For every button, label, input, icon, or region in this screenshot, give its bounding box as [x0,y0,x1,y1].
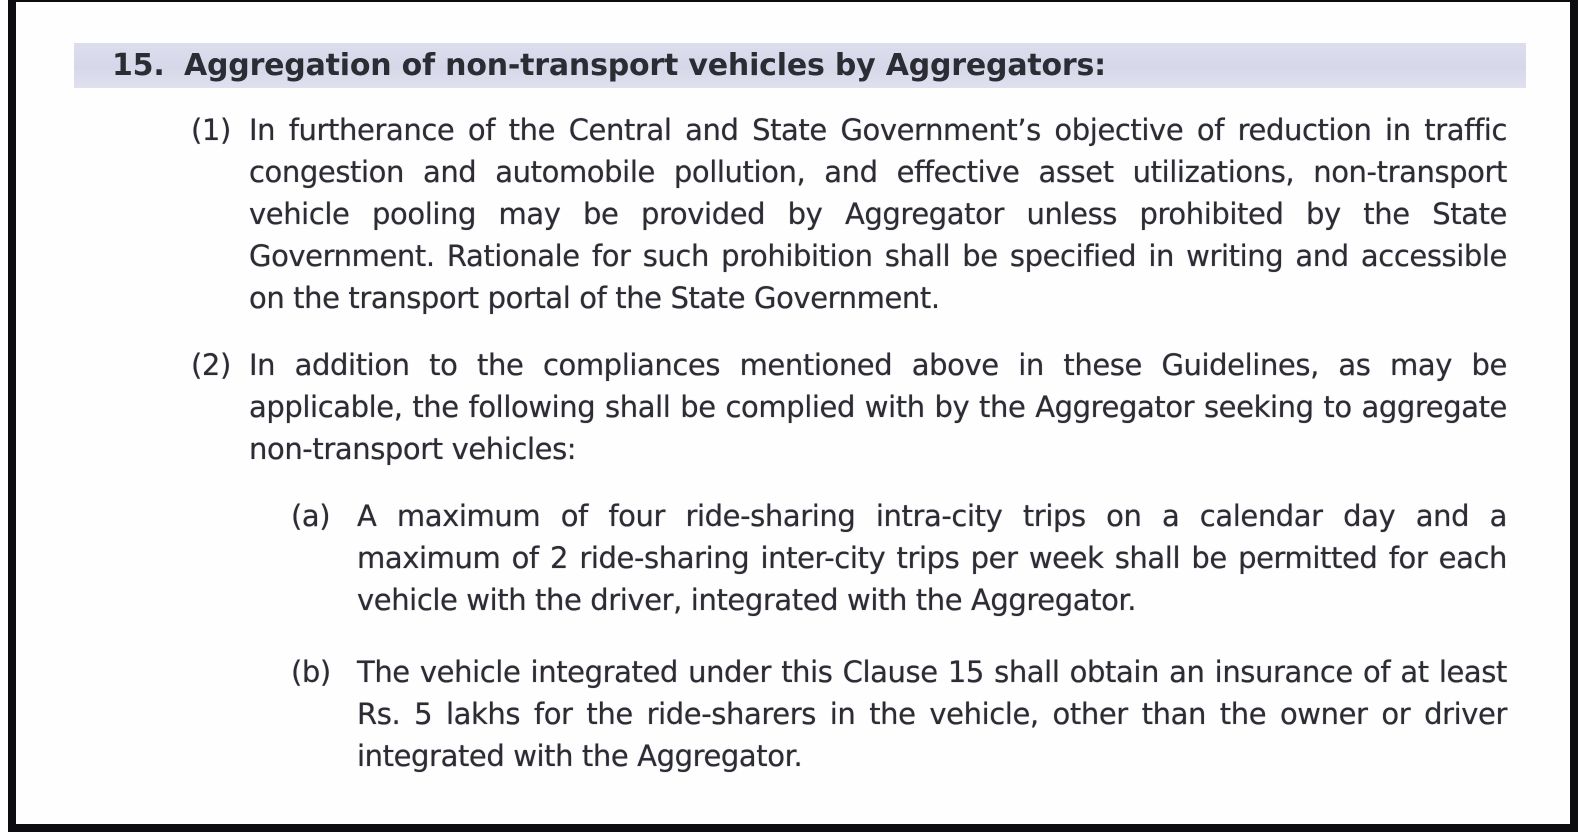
subclause-b-marker: (b) [291,655,331,689]
subclause-a-text: A maximum of four ride-sharing intra-city trips on a calendar day and a maximum of 2 ride-sharing inter-city trips per week shall be permitted for each vehicle with the driver, integrated with the Aggregator. [357,499,1507,617]
paragraph-1-marker: (1) [191,113,231,147]
subclause-a [291,495,1507,621]
subclause-b-text: The vehicle integrated under this Clause 15 shall obtain an insurance of at least Rs. 5 lakhs for the ride-sharers in the vehicle, other than the owner or driver integrated with the Aggregator. [357,655,1507,773]
paragraph-2 [191,344,1507,470]
document-border-frame [8,0,1578,832]
clause-title: Aggregation of non-transport vehicles by Aggregators: [184,48,1106,83]
paragraph-2-text: In addition to the compliances mentioned above in these Guidelines, as may be applicable, the following shall be complied with by the Aggregator seeking to aggregate non-transport vehicles: [249,348,1507,466]
paragraph-2-marker: (2) [191,348,231,382]
clause-heading [74,43,1526,88]
subclause-b [291,651,1507,777]
paragraph-1-text: In furtherance of the Central and State Government’s objective of reduction in traffic congestion and automobile pollution, and effective asset utilizations, non-transport vehicle pooling may be provided by Aggregator unless prohibited by the State Government. Rationale for such prohibition shall be specified in writing and accessible on the transport portal of the State Government. [249,113,1507,315]
clause-number: 15. [112,48,165,83]
document-page [16,43,1570,832]
subclause-a-marker: (a) [291,499,331,533]
paragraph-1 [191,109,1507,319]
